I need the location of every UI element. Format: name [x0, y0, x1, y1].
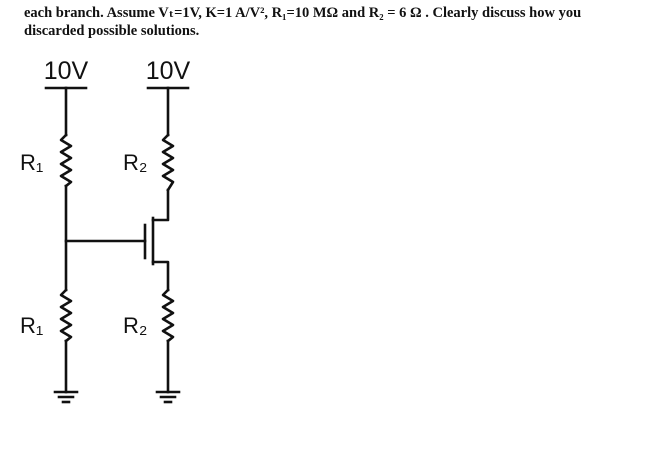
right-supply-label: 10V: [145, 57, 191, 85]
problem-line-2: discarded possible solutions.: [24, 23, 200, 39]
problem-line-1: each branch. Assume Vₜ=1V, K=1 A/V², R₁=10 MΩ and R₂ = 6 Ω . Clearly discuss how you: [24, 5, 582, 21]
label-r1-bottom: R₁: [20, 313, 44, 338]
left-top-resistor: [61, 135, 71, 186]
right-bottom-resistor: [163, 290, 173, 341]
label-r1-top: R₁: [20, 150, 44, 175]
label-r2-top: R₂: [123, 150, 148, 175]
left-bottom-resistor: [61, 290, 71, 341]
right-top-resistor: [163, 135, 173, 190]
label-r2-bottom: R₂: [123, 313, 148, 338]
mosfet-drain-lead: [153, 190, 168, 220]
left-supply-label: 10V: [43, 57, 89, 85]
mosfet-source-lead: [153, 262, 168, 290]
